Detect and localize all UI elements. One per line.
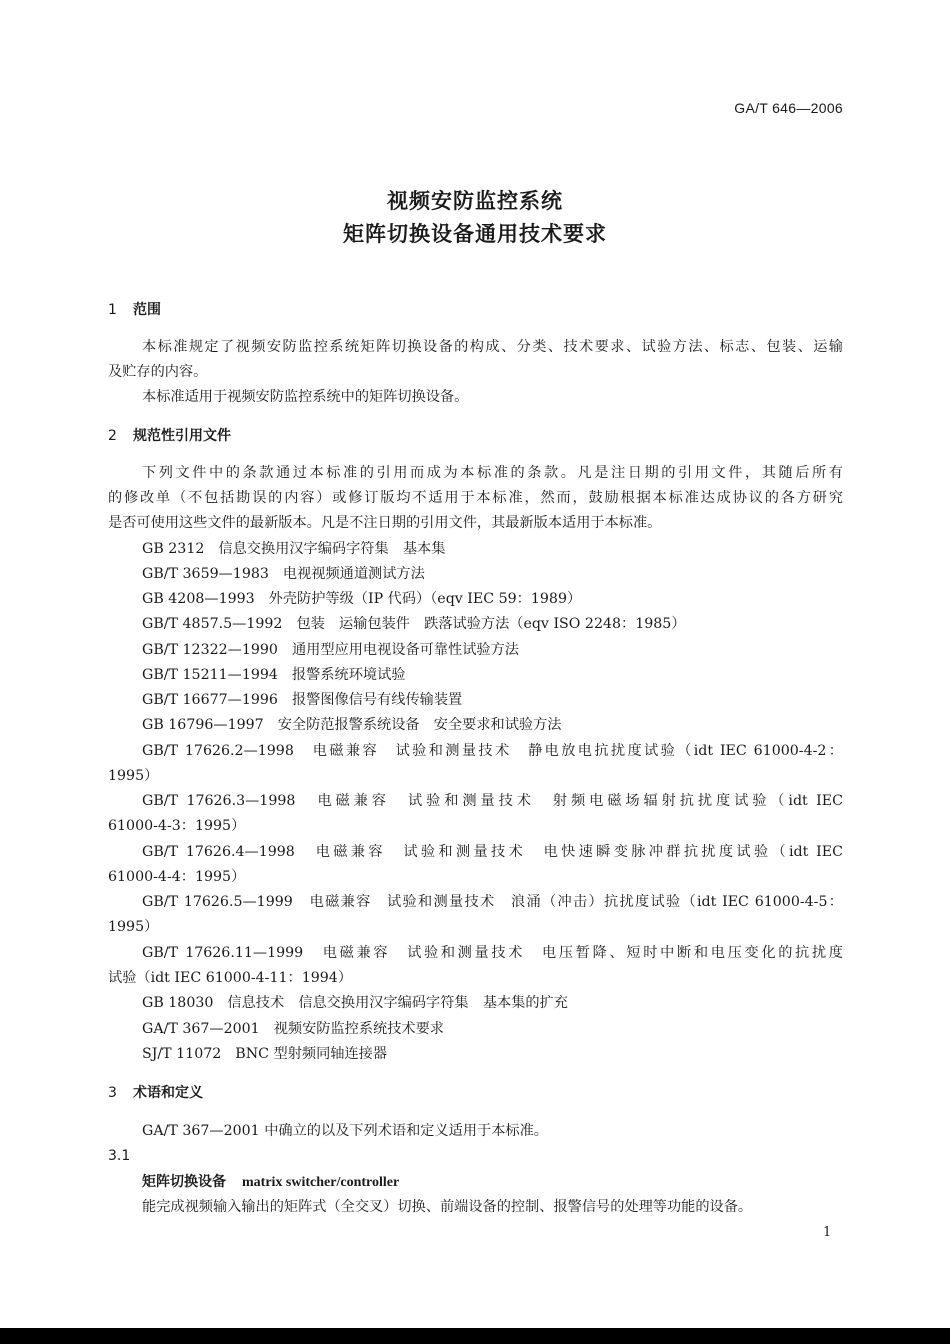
- reference-item-line: 61000-4-3：1995）: [108, 818, 246, 834]
- reference-code: GB 2312: [142, 541, 205, 557]
- reference-item-line: GB/T 17626.4—1998 电磁兼容 试验和测量技术 电快速瞬变脉冲群抗扰度试验（idt IEC: [142, 844, 843, 860]
- paragraph-line: GA/T 367—2001 中确立的以及下列术语和定义适用于本标准。: [142, 1123, 548, 1139]
- subsection-number: 3.1: [108, 1148, 131, 1164]
- paragraph-line: 下列文件中的条款通过本标准的引用而成为本标准的条款。凡是注日期的引用文件，其随后所有: [142, 465, 843, 481]
- reference-code: SJ/T 11072: [142, 1046, 222, 1062]
- reference-code: GB/T 15211—1994: [142, 667, 278, 683]
- document-title-line2: 矩阵切换设备通用技术要求: [343, 222, 607, 246]
- term-heading: [142, 1172, 843, 1193]
- reference-item: [142, 993, 843, 1013]
- section-1-heading: [108, 300, 843, 320]
- reference-title: 信息技术 信息交换用汉字编码字符集 基本集的扩充: [227, 995, 568, 1011]
- reference-code: GB/T 16677—1996: [142, 692, 278, 708]
- reference-item: [142, 539, 843, 559]
- paragraph-line: 是否可使用这些文件的最新版本。凡是不注日期的引用文件，其最新版本适用于本标准。: [108, 515, 662, 531]
- standard-code: GA/T 646—2006: [734, 100, 843, 116]
- reference-item: [142, 640, 843, 660]
- paragraph-line: 本标准规定了视频安防监控系统矩阵切换设备的构成、分类、技术要求、试验方法、标志、包装、运输: [142, 339, 843, 355]
- reference-title: 视频安防监控系统技术要求: [273, 1021, 444, 1037]
- term-english: matrix switcher/controller: [242, 1175, 400, 1190]
- reference-item: [142, 715, 843, 735]
- section-number: 2: [108, 428, 117, 444]
- section-2-heading: [108, 426, 843, 446]
- bottom-border: [0, 1328, 950, 1344]
- reference-code: GB/T 3659—1983: [142, 566, 269, 582]
- reference-item: [142, 589, 843, 609]
- reference-title: 报警图像信号有线传输装置: [291, 692, 463, 708]
- reference-item: [142, 665, 843, 685]
- reference-item-line: GB/T 17626.2—1998 电磁兼容 试验和测量技术 静电放电抗扰度试验（idt IEC 61000-4-2：: [142, 743, 843, 759]
- reference-code: GB 16796—1997: [142, 717, 264, 733]
- reference-code: GB/T 4857.5—1992: [142, 616, 283, 632]
- reference-title: 信息交换用汉字编码字符集 基本集: [218, 541, 446, 557]
- reference-item-line: GB/T 17626.5—1999 电磁兼容 试验和测量技术 浪涌（冲击）抗扰度试验（idt IEC 61000-4-5：: [142, 894, 843, 910]
- section-title: 规范性引用文件: [133, 428, 231, 444]
- section-number: 3: [108, 1085, 117, 1101]
- reference-code: GB/T 12322—1990: [142, 642, 278, 658]
- reference-item: [142, 1019, 843, 1039]
- reference-item-line: 试验（idt IEC 61000-4-11：1994）: [108, 970, 353, 986]
- reference-title: 安全防范报警系统设备 安全要求和试验方法: [277, 717, 562, 733]
- section-3-heading: [108, 1083, 843, 1103]
- reference-title: 报警系统环境试验: [291, 667, 406, 683]
- document-title-line1: 视频安防监控系统: [387, 189, 563, 213]
- page-number: 1: [823, 1225, 832, 1240]
- reference-item-line: GB/T 17626.3—1998 电磁兼容 试验和测量技术 射频电磁场辐射抗扰度试验（idt IEC: [142, 793, 843, 809]
- section-number: 1: [108, 302, 117, 318]
- reference-item: [142, 614, 843, 634]
- section-title: 范围: [133, 302, 161, 318]
- section-title: 术语和定义: [133, 1085, 203, 1101]
- reference-code: GB 4208—1993: [142, 591, 255, 607]
- reference-title: 外壳防护等级（IP 代码）（eqv IEC 59：1989）: [268, 591, 582, 607]
- term-definition: 能完成视频输入输出的矩阵式（全交叉）切换、前端设备的控制、报警信号的处理等功能的设备。: [142, 1199, 753, 1215]
- reference-item: [142, 690, 843, 710]
- reference-code: GB 18030: [142, 995, 214, 1011]
- reference-item: [142, 564, 843, 584]
- reference-item-line: 1995）: [108, 919, 159, 935]
- reference-item: [142, 1044, 843, 1064]
- reference-title: 通用型应用电视设备可靠性试验方法: [291, 642, 519, 658]
- reference-title: BNC 型射频同轴连接器: [235, 1046, 388, 1062]
- reference-title: 包装 运输包装件 跌落试验方法（eqv ISO 2248：1985）: [296, 616, 686, 632]
- term-chinese: 矩阵切换设备: [142, 1174, 226, 1190]
- reference-item-line: 1995）: [108, 768, 159, 784]
- reference-title: 电视视频通道测试方法: [282, 566, 425, 582]
- reference-code: GA/T 367—2001: [142, 1021, 260, 1037]
- reference-item-line: GB/T 17626.11—1999 电磁兼容 试验和测量技术 电压暂降、短时中断和电压变化的抗扰度: [142, 945, 843, 961]
- paragraph-line: 本标准适用于视频安防监控系统中的矩阵切换设备。: [142, 389, 469, 405]
- paragraph-line: 及贮存的内容。: [108, 364, 208, 380]
- paragraph-line: 的修改单（不包括勘误的内容）或修订版均不适用于本标准，然而，鼓励根据本标准达成协议的各方研究: [108, 490, 843, 506]
- reference-item-line: 61000-4-4：1995）: [108, 869, 246, 885]
